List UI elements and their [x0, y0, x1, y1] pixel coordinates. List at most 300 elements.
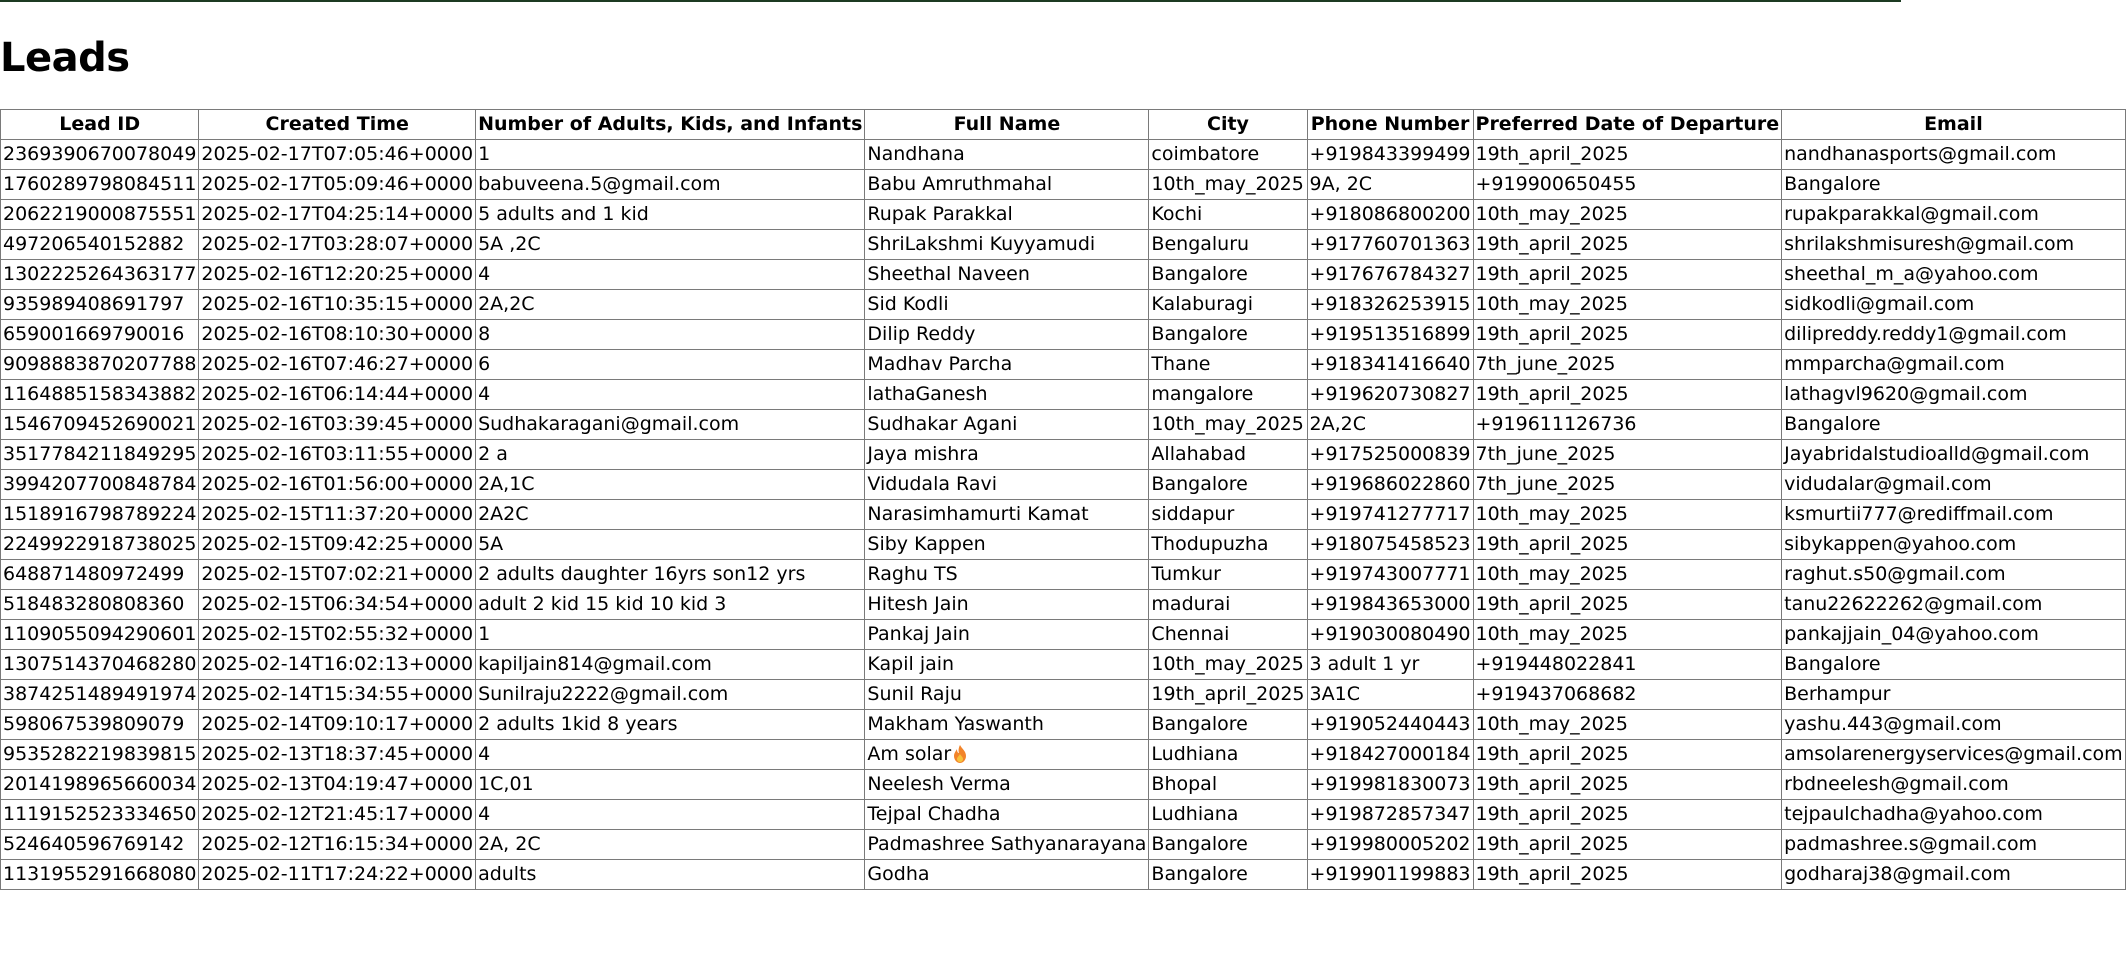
departure-date-cell [1473, 860, 1782, 890]
cell-text: 7th_june_2025 [1475, 473, 1616, 495]
cell-text: 2A2C [478, 503, 529, 525]
cell-text: +919872857347 [1309, 803, 1471, 825]
full-name-cell [865, 380, 1149, 410]
created-time-cell [199, 410, 476, 440]
travellers-cell [476, 140, 865, 170]
table-row [1, 230, 2126, 260]
cell-text: +919980005202 [1309, 833, 1471, 855]
departure-date-cell [1473, 200, 1782, 230]
lead-id-cell [1, 500, 199, 530]
full-name-cell [865, 530, 1149, 560]
lead-id-cell [1, 590, 199, 620]
cell-text: +919686022860 [1309, 473, 1471, 495]
cell-text: 10th_may_2025 [1475, 563, 1628, 585]
cell-text: 2025-02-16T07:46:27+0000 [201, 353, 474, 375]
cell-text: adult 2 kid 15 kid 10 kid 3 [478, 593, 727, 615]
full-name-cell [865, 710, 1149, 740]
full-name-cell [865, 320, 1149, 350]
cell-text: lathaGanesh [867, 383, 988, 405]
cell-text: 2025-02-16T01:56:00+0000 [201, 473, 474, 495]
city-cell [1149, 620, 1307, 650]
cell-text: Bangalore [1784, 173, 1881, 195]
cell-text: nandhanasports@gmail.com [1784, 143, 2057, 165]
column-header-email: Email [1782, 110, 2126, 140]
cell-text: +918075458523 [1309, 533, 1471, 555]
cell-text: 8 [478, 323, 491, 345]
cell-text: 10th_may_2025 [1475, 623, 1628, 645]
email-cell [1782, 680, 2126, 710]
leads-table [0, 109, 2126, 890]
email-cell [1782, 800, 2126, 830]
cell-text: 524640596769142 [3, 833, 185, 855]
lead-id-cell [1, 680, 199, 710]
lead-id-cell [1, 830, 199, 860]
departure-date-cell [1473, 440, 1782, 470]
travellers-cell [476, 260, 865, 290]
full-name-cell [865, 770, 1149, 800]
cell-text: 19th_april_2025 [1475, 233, 1629, 255]
cell-text: Jaya mishra [867, 443, 979, 465]
departure-date-cell [1473, 380, 1782, 410]
phone-number-cell [1307, 830, 1473, 860]
travellers-cell [476, 530, 865, 560]
city-cell [1149, 350, 1307, 380]
cell-text: Raghu TS [867, 563, 958, 585]
cell-text: Tumkur [1151, 563, 1221, 585]
cell-text: 19th_april_2025 [1475, 743, 1629, 765]
city-cell [1149, 830, 1307, 860]
city-cell [1149, 380, 1307, 410]
cell-text: 2249922918738025 [3, 533, 197, 555]
email-cell [1782, 650, 2126, 680]
cell-text: Am solar [867, 743, 952, 765]
cell-text: 2 a [478, 443, 508, 465]
city-cell [1149, 200, 1307, 230]
email-cell [1782, 860, 2126, 890]
departure-date-cell [1473, 290, 1782, 320]
city-cell [1149, 740, 1307, 770]
phone-number-cell [1307, 560, 1473, 590]
table-header-row [1, 110, 2126, 140]
travellers-cell [476, 590, 865, 620]
full-name-cell [865, 170, 1149, 200]
table-row [1, 590, 2126, 620]
travellers-cell [476, 500, 865, 530]
lead-id-cell [1, 470, 199, 500]
column-header-departure-date: Preferred Date of Departure [1473, 110, 1782, 140]
cell-text: Madhav Parcha [867, 353, 1013, 375]
created-time-cell [199, 440, 476, 470]
created-time-cell [199, 500, 476, 530]
departure-date-cell [1473, 170, 1782, 200]
phone-number-cell [1307, 500, 1473, 530]
lead-id-cell [1, 350, 199, 380]
cell-text: +917525000839 [1309, 443, 1471, 465]
cell-text: Vidudala Ravi [867, 473, 997, 495]
lead-id-cell [1, 740, 199, 770]
cell-text: 1 [478, 623, 491, 645]
full-name-cell [865, 620, 1149, 650]
created-time-cell [199, 800, 476, 830]
cell-text: Sheethal Naveen [867, 263, 1030, 285]
travellers-cell [476, 290, 865, 320]
cell-text: 19th_april_2025 [1475, 773, 1629, 795]
full-name-cell [865, 800, 1149, 830]
created-time-cell [199, 770, 476, 800]
city-cell [1149, 290, 1307, 320]
city-cell [1149, 170, 1307, 200]
lead-id-cell [1, 320, 199, 350]
cell-text: +919843399499 [1309, 143, 1471, 165]
lead-id-cell [1, 770, 199, 800]
table-row [1, 410, 2126, 440]
cell-text: +918086800200 [1309, 203, 1471, 225]
table-row [1, 470, 2126, 500]
travellers-cell [476, 320, 865, 350]
travellers-cell [476, 230, 865, 260]
cell-text: +919843653000 [1309, 593, 1471, 615]
travellers-cell [476, 740, 865, 770]
cell-text: Rupak Parakkal [867, 203, 1013, 225]
cell-text: +919030080490 [1309, 623, 1471, 645]
cell-text: 2A, 2C [478, 833, 541, 855]
cell-text: godharaj38@gmail.com [1784, 863, 2011, 885]
cell-text: 19th_april_2025 [1475, 143, 1629, 165]
email-cell [1782, 380, 2126, 410]
cell-text: 2025-02-17T03:28:07+0000 [201, 233, 474, 255]
cell-text: 2025-02-11T17:24:22+0000 [201, 863, 474, 885]
cell-text: 1C,01 [478, 773, 534, 795]
cell-text: mmparcha@gmail.com [1784, 353, 2005, 375]
cell-text: Allahabad [1151, 443, 1247, 465]
cell-text: 3A1C [1309, 683, 1360, 705]
cell-text: 9A, 2C [1309, 173, 1373, 195]
cell-text: 1131955291668080 [3, 863, 197, 885]
full-name-cell [865, 830, 1149, 860]
created-time-cell [199, 320, 476, 350]
cell-text: 3874251489491974 [3, 683, 197, 705]
cell-text: Tejpal Chadha [867, 803, 1001, 825]
cell-text: +919620730827 [1309, 383, 1471, 405]
travellers-cell [476, 800, 865, 830]
travellers-cell [476, 170, 865, 200]
departure-date-cell [1473, 500, 1782, 530]
full-name-cell [865, 140, 1149, 170]
cell-text: Bangalore [1151, 473, 1248, 495]
cell-text: rbdneelesh@gmail.com [1784, 773, 2009, 795]
phone-number-cell [1307, 770, 1473, 800]
city-cell [1149, 860, 1307, 890]
cell-text: 2A,1C [478, 473, 535, 495]
cell-text: 4 [478, 263, 491, 285]
phone-number-cell [1307, 290, 1473, 320]
cell-text: Jayabridalstudioalld@gmail.com [1784, 443, 2090, 465]
cell-text: 1518916798789224 [3, 503, 197, 525]
table-row [1, 260, 2126, 290]
cell-text: mangalore [1151, 383, 1254, 405]
email-cell [1782, 440, 2126, 470]
table-row [1, 680, 2126, 710]
table-row [1, 650, 2126, 680]
phone-number-cell [1307, 650, 1473, 680]
cell-text: 19th_april_2025 [1475, 323, 1629, 345]
departure-date-cell [1473, 560, 1782, 590]
email-cell [1782, 170, 2126, 200]
departure-date-cell [1473, 770, 1782, 800]
lead-id-cell [1, 620, 199, 650]
created-time-cell [199, 260, 476, 290]
email-cell [1782, 140, 2126, 170]
full-name-cell [865, 590, 1149, 620]
cell-text: Ludhiana [1151, 743, 1239, 765]
travellers-cell [476, 410, 865, 440]
email-cell [1782, 230, 2126, 260]
cell-text: 2025-02-15T09:42:25+0000 [201, 533, 474, 555]
cell-text: 6 [478, 353, 491, 375]
created-time-cell [199, 140, 476, 170]
city-cell [1149, 800, 1307, 830]
cell-text: Sudhakaragani@gmail.com [478, 413, 740, 435]
email-cell [1782, 290, 2126, 320]
phone-number-cell [1307, 200, 1473, 230]
created-time-cell [199, 710, 476, 740]
cell-text: siddapur [1151, 503, 1235, 525]
cell-text: Padmashree Sathyanarayana [867, 833, 1147, 855]
full-name-cell [865, 200, 1149, 230]
created-time-cell [199, 380, 476, 410]
phone-number-cell [1307, 800, 1473, 830]
full-name-cell [865, 290, 1149, 320]
cell-text: +919052440443 [1309, 713, 1471, 735]
email-cell [1782, 560, 2126, 590]
table-row [1, 500, 2126, 530]
cell-text: 2025-02-17T07:05:46+0000 [201, 143, 474, 165]
city-cell [1149, 560, 1307, 590]
cell-text: coimbatore [1151, 143, 1260, 165]
cell-text: Hitesh Jain [867, 593, 969, 615]
cell-text: 19th_april_2025 [1475, 803, 1629, 825]
table-row [1, 440, 2126, 470]
travellers-cell [476, 350, 865, 380]
cell-text: 19th_april_2025 [1475, 833, 1629, 855]
column-header-phone-number: Phone Number [1307, 110, 1473, 140]
table-row [1, 380, 2126, 410]
cell-text: 2025-02-13T04:19:47+0000 [201, 773, 474, 795]
cell-text: 518483280808360 [3, 593, 185, 615]
email-cell [1782, 530, 2126, 560]
cell-text: 4 [478, 803, 491, 825]
email-cell [1782, 710, 2126, 740]
cell-text: Neelesh Verma [867, 773, 1011, 795]
departure-date-cell [1473, 680, 1782, 710]
departure-date-cell [1473, 410, 1782, 440]
travellers-cell [476, 470, 865, 500]
lead-id-cell [1, 380, 199, 410]
cell-text: Bangalore [1151, 323, 1248, 345]
cell-text: Bangalore [1151, 263, 1248, 285]
cell-text: 2025-02-16T03:39:45+0000 [201, 413, 474, 435]
lead-id-cell [1, 260, 199, 290]
cell-text: Sudhakar Agani [867, 413, 1018, 435]
travellers-cell [476, 650, 865, 680]
cell-text: raghut.s50@gmail.com [1784, 563, 2006, 585]
phone-number-cell [1307, 680, 1473, 710]
lead-id-cell [1, 650, 199, 680]
cell-text: 2025-02-15T02:55:32+0000 [201, 623, 474, 645]
cell-text: sibykappen@yahoo.com [1784, 533, 2017, 555]
lead-id-cell [1, 230, 199, 260]
cell-text: Siby Kappen [867, 533, 986, 555]
city-cell [1149, 530, 1307, 560]
phone-number-cell [1307, 710, 1473, 740]
created-time-cell [199, 290, 476, 320]
cell-text: +919743007771 [1309, 563, 1471, 585]
cell-text: +919981830073 [1309, 773, 1471, 795]
cell-text: Dilip Reddy [867, 323, 976, 345]
cell-text: 1302225264363177 [3, 263, 197, 285]
cell-text: Ludhiana [1151, 803, 1239, 825]
travellers-cell [476, 830, 865, 860]
phone-number-cell [1307, 530, 1473, 560]
cell-text: dilipreddy.reddy1@gmail.com [1784, 323, 2067, 345]
cell-text: 1109055094290601 [3, 623, 197, 645]
cell-text: madurai [1151, 593, 1231, 615]
full-name-cell [865, 560, 1149, 590]
cell-text: Kalaburagi [1151, 293, 1254, 315]
cell-text: +918326253915 [1309, 293, 1471, 315]
cell-text: 2025-02-16T03:11:55+0000 [201, 443, 474, 465]
city-cell [1149, 230, 1307, 260]
cell-text: Thane [1151, 353, 1211, 375]
city-cell [1149, 650, 1307, 680]
cell-text: lathagvl9620@gmail.com [1784, 383, 2028, 405]
city-cell [1149, 260, 1307, 290]
cell-text: 9098883870207788 [3, 353, 197, 375]
cell-text: 4 [478, 383, 491, 405]
cell-text: 1546709452690021 [3, 413, 197, 435]
cell-text: Sid Kodli [867, 293, 949, 315]
table-row [1, 830, 2126, 860]
full-name-cell [865, 350, 1149, 380]
created-time-cell [199, 590, 476, 620]
lead-id-cell [1, 290, 199, 320]
cell-text: 598067539809079 [3, 713, 185, 735]
cell-text: 2369390670078049 [3, 143, 197, 165]
cell-text: Chennai [1151, 623, 1230, 645]
cell-text: +919437068682 [1475, 683, 1637, 705]
cell-text: vidudalar@gmail.com [1784, 473, 1992, 495]
created-time-cell [199, 170, 476, 200]
cell-text: 2 adults daughter 16yrs son12 yrs [478, 563, 806, 585]
table-body [1, 140, 2126, 890]
city-cell [1149, 410, 1307, 440]
column-header-travellers: Number of Adults, Kids, and Infants [476, 110, 865, 140]
phone-number-cell [1307, 140, 1473, 170]
phone-number-cell [1307, 260, 1473, 290]
cell-text: Bangalore [1151, 863, 1248, 885]
column-header-city: City [1149, 110, 1307, 140]
top-accent-line [0, 0, 1901, 2]
departure-date-cell [1473, 590, 1782, 620]
email-cell [1782, 200, 2126, 230]
phone-number-cell [1307, 590, 1473, 620]
cell-text: amsolarenergyservices@gmail.com [1784, 743, 2123, 765]
cell-text: +919448022841 [1475, 653, 1637, 675]
cell-text: 2 adults 1kid 8 years [478, 713, 678, 735]
table-row [1, 740, 2126, 770]
cell-text: 1760289798084511 [3, 173, 197, 195]
cell-text: ShriLakshmi Kuyyamudi [867, 233, 1096, 255]
cell-text: 2025-02-16T12:20:25+0000 [201, 263, 474, 285]
full-name-cell [865, 230, 1149, 260]
cell-text: 2025-02-16T08:10:30+0000 [201, 323, 474, 345]
cell-text: Berhampur [1784, 683, 1891, 705]
travellers-cell [476, 860, 865, 890]
full-name-cell [865, 410, 1149, 440]
phone-number-cell [1307, 320, 1473, 350]
city-cell [1149, 470, 1307, 500]
table-row [1, 800, 2126, 830]
email-cell [1782, 350, 2126, 380]
full-name-cell [865, 470, 1149, 500]
city-cell [1149, 710, 1307, 740]
departure-date-cell [1473, 830, 1782, 860]
cell-text: +919741277717 [1309, 503, 1471, 525]
email-cell [1782, 740, 2126, 770]
cell-text: 2025-02-15T11:37:20+0000 [201, 503, 474, 525]
cell-text: babuveena.5@gmail.com [478, 173, 721, 195]
cell-text: 2025-02-17T05:09:46+0000 [201, 173, 474, 195]
cell-text: Bangalore [1784, 413, 1881, 435]
phone-number-cell [1307, 170, 1473, 200]
cell-text: 3 adult 1 yr [1309, 653, 1420, 675]
cell-text: +919513516899 [1309, 323, 1471, 345]
table-row [1, 200, 2126, 230]
travellers-cell [476, 680, 865, 710]
departure-date-cell [1473, 320, 1782, 350]
cell-text: 497206540152882 [3, 233, 185, 255]
city-cell [1149, 680, 1307, 710]
created-time-cell [199, 350, 476, 380]
lead-id-cell [1, 170, 199, 200]
full-name-cell [865, 500, 1149, 530]
travellers-cell [476, 710, 865, 740]
created-time-cell [199, 830, 476, 860]
column-header-full-name: Full Name [865, 110, 1149, 140]
created-time-cell [199, 470, 476, 500]
cell-text: 1119152523334650 [3, 803, 197, 825]
cell-text: 2025-02-13T18:37:45+0000 [201, 743, 474, 765]
cell-text: 3517784211849295 [3, 443, 197, 465]
phone-number-cell [1307, 860, 1473, 890]
travellers-cell [476, 200, 865, 230]
cell-text: 1307514370468280 [3, 653, 197, 675]
cell-text: rupakparakkal@gmail.com [1784, 203, 2039, 225]
city-cell [1149, 140, 1307, 170]
city-cell [1149, 500, 1307, 530]
cell-text: shrilakshmisuresh@gmail.com [1784, 233, 2075, 255]
cell-text: +917760701363 [1309, 233, 1471, 255]
departure-date-cell [1473, 620, 1782, 650]
cell-text: Sunil Raju [867, 683, 962, 705]
email-cell [1782, 830, 2126, 860]
cell-text: Kapil jain [867, 653, 955, 675]
table-row [1, 620, 2126, 650]
cell-text: 10th_may_2025 [1475, 293, 1628, 315]
cell-text: 19th_april_2025 [1475, 863, 1629, 885]
cell-text: 2025-02-12T21:45:17+0000 [201, 803, 474, 825]
fire-icon [953, 745, 967, 763]
